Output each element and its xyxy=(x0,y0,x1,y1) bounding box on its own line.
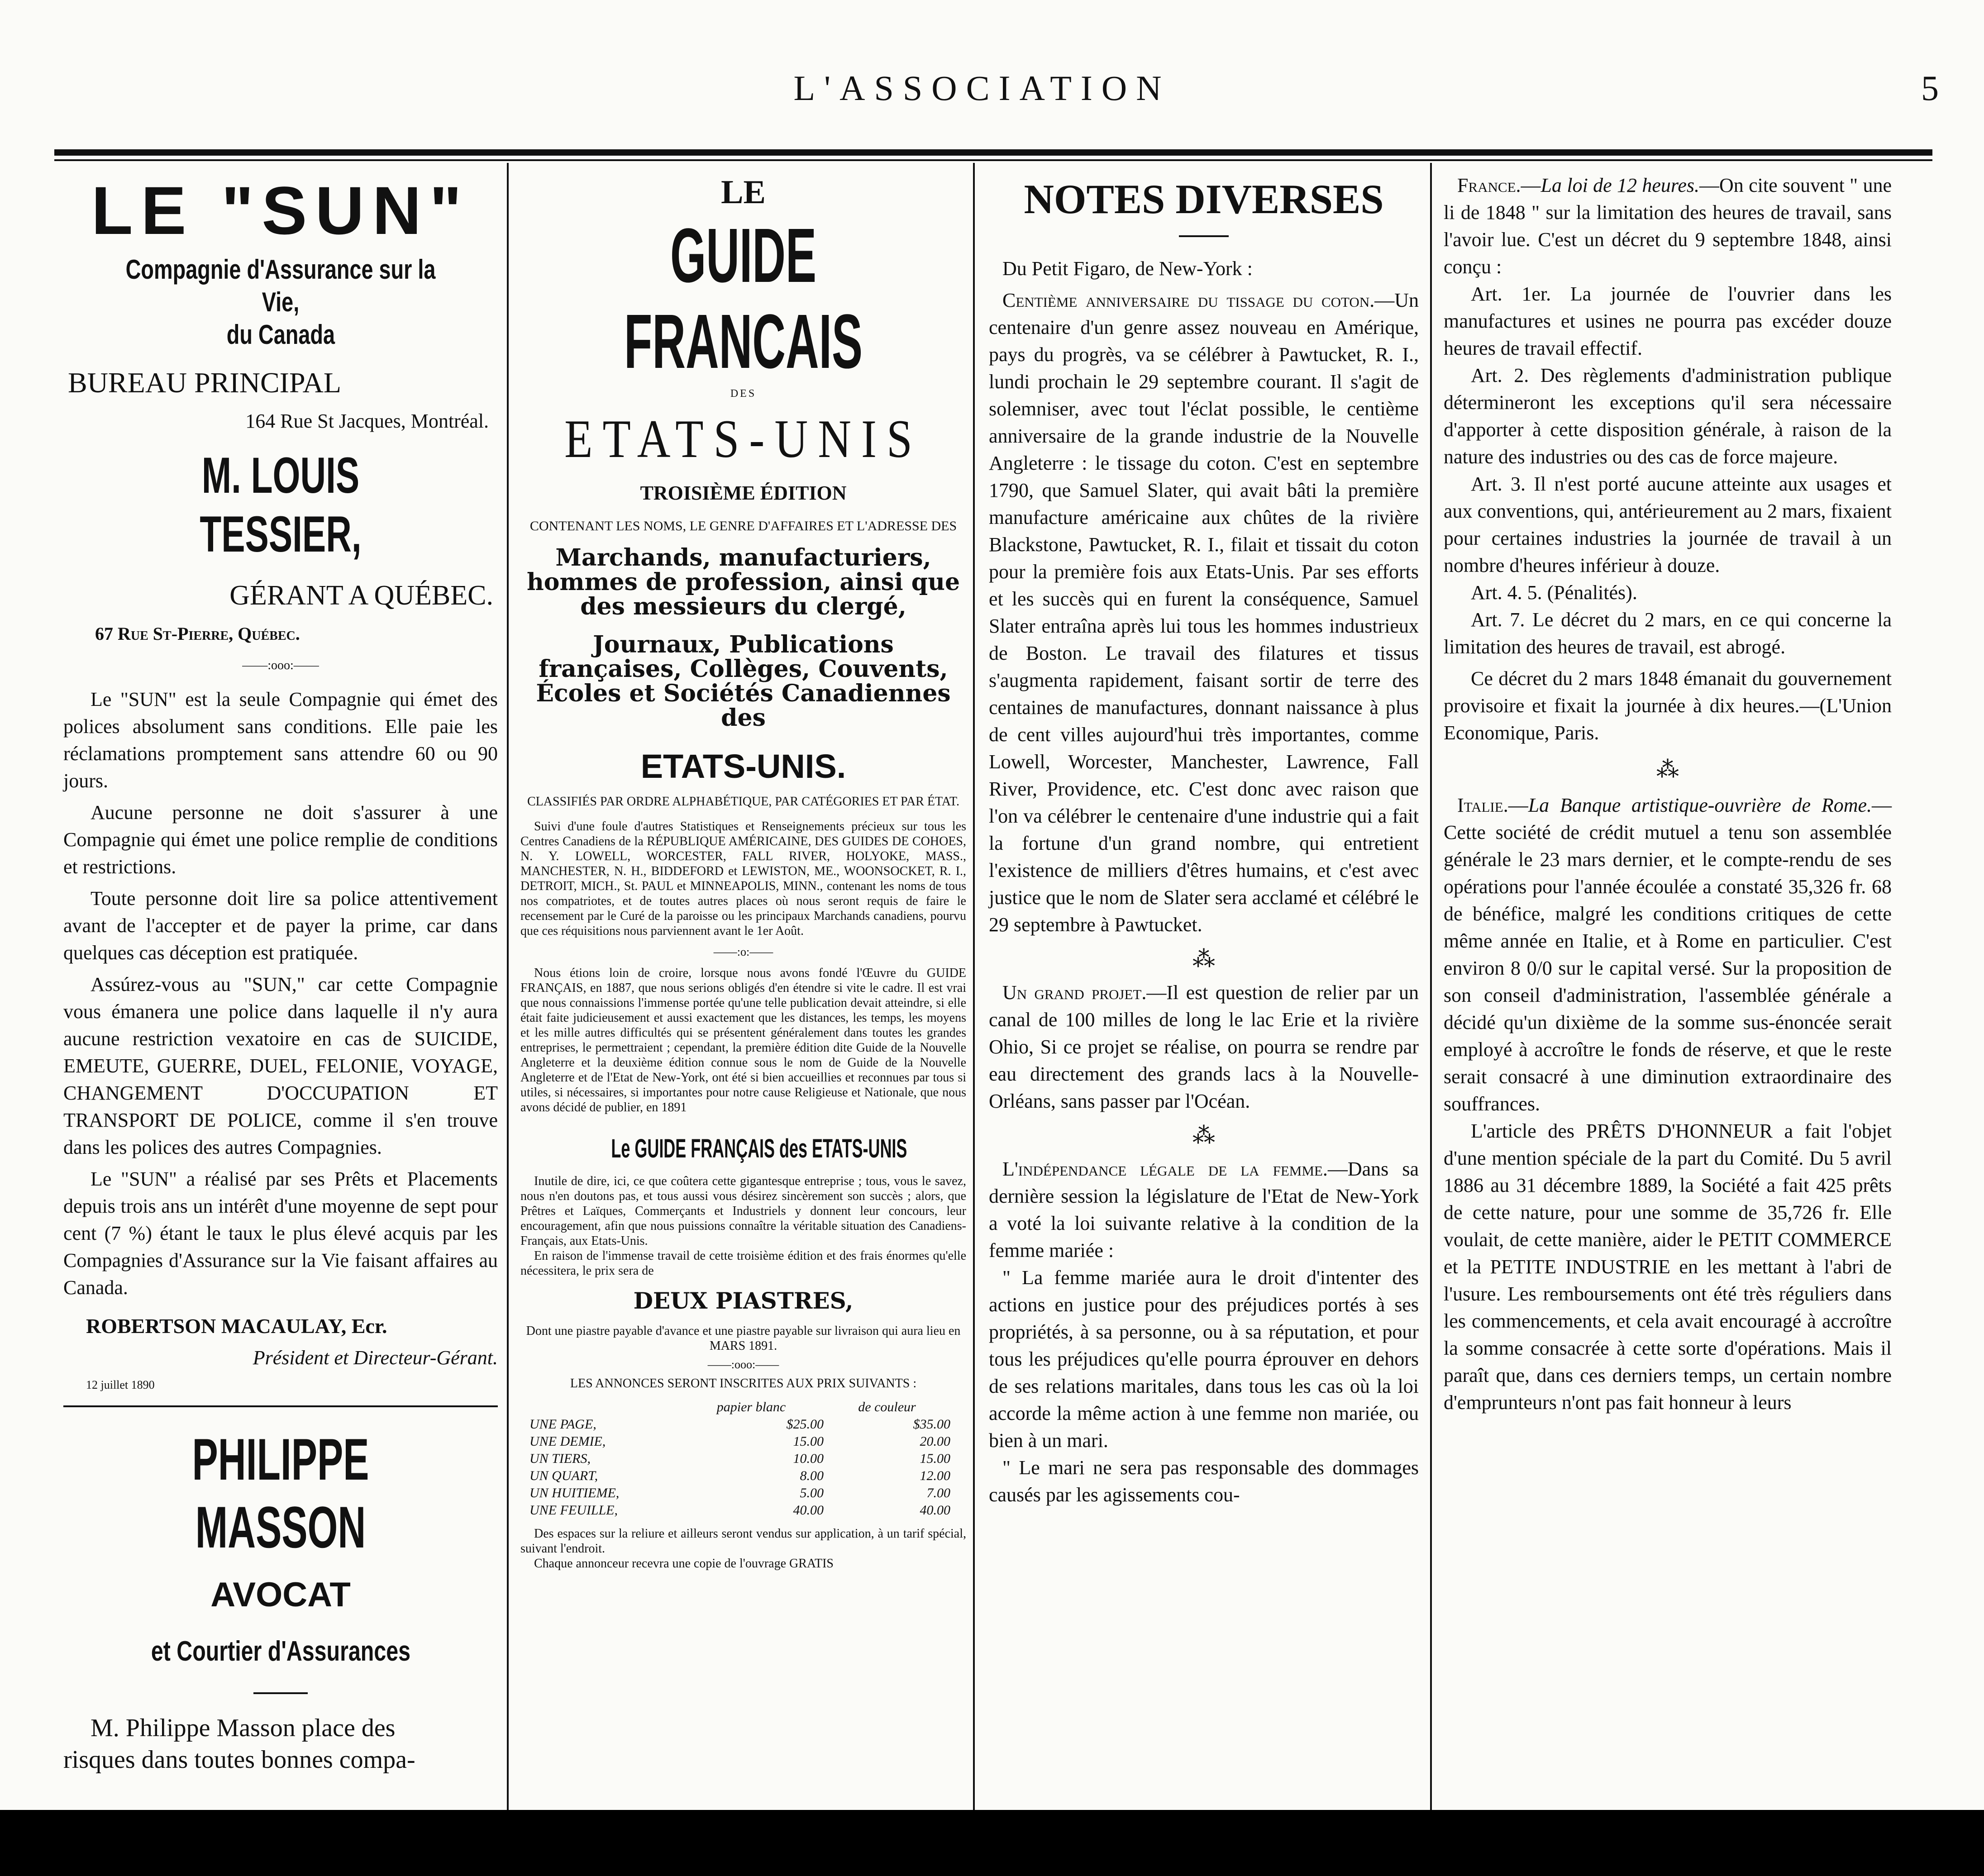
france-sub: La loi de 12 heures. xyxy=(1540,174,1700,196)
guide-suivi: Suivi d'une foule d'autres Statistiques et Renseignements précieux sur tous les Centres Canadiens de la RÉPUBLIQUE AMÉRICAINE, DES GUIDES DE COHOES, N. Y. LOWELL, WORCESTER, FALL RIVER, HOLYOKE, MASS., MANCHESTER, N. H., BIDDEFORD et LEWISTON, ME., WOONSOCKET, R. I., DETROIT, MICH., St. PAUL et MINNEAPOLIS, MINN., contenant les noms de tous nos compatriotes, et de toutes autres places où nous seront requis de faire le recensement par le Curé de la paroisse ou les principaux Marchands canadiens, pourvu que ces réquisitions nous parviennent avant le 1er Août. xyxy=(520,819,966,938)
column-divider xyxy=(507,163,509,1855)
rates-label: UN QUART, xyxy=(529,1468,598,1483)
france-head: France. xyxy=(1457,174,1521,196)
short-rule xyxy=(253,1692,308,1694)
rates-couleur: 15.00 xyxy=(920,1451,950,1466)
notes-title: NOTES DIVERSES xyxy=(1024,176,1384,222)
notes-item-1-head: Centième anniversaire du tissage du coton. xyxy=(1002,289,1375,311)
notes-item-3-quote: " La femme mariée aura le droit d'intenter des actions en justice pour des préjudices portés à ses propriétés, à sa personne, ou à sa réputation, et pour tous les préjudices qu'elle pourra éprouver en dehors de ses relations maritales, dans tous les cas où la loi accorde la même action à une femme non mariée, ou bien à un mari. xyxy=(989,1267,1419,1452)
column-france-italie xyxy=(1444,172,1892,1416)
france-art-2: Art. 2. Des règlements d'administration publique détermineront les exceptions qu'il sera nécessaire d'apporter à cette disposition générale, à raison de la nature des industries ou des cas de force majeure. xyxy=(1444,364,1892,468)
masson-subtitle: AVOCAT xyxy=(210,1576,351,1614)
asterism: ⁂ xyxy=(1192,1123,1215,1148)
masson-subtitle-2: et Courtier d'Assurances xyxy=(151,1636,410,1667)
manager-name: M. LOUIS TESSIER, xyxy=(200,447,362,562)
sun-paragraph-4: Assúrez-vous au "SUN," car cette Compagnie vous émanera une police dans laquelle il n'y aura aucune restriction vexatoire en cas de SUICIDE, EMEUTE, GUERRE, DUEL, FELONIE, VOYAGE, CHANGEMENT D'OCCUPATION ET TRANSPORT DE POLICE, comme il s'en trouve dans les polices des autres Compagnies. xyxy=(63,973,498,1158)
masson-text-2: risques dans toutes bonnes compa- xyxy=(63,1746,415,1774)
sun-paragraph-3: Toute personne doit lire sa police attentivement avant de l'accepter et de payer la prime, car dans quelques cas déception est pratiquée. xyxy=(63,887,498,964)
rates-label: UN HUITIEME, xyxy=(529,1486,620,1500)
france-paragraph: France.—La loi de 12 heures.—On cite souvent " une li de 1848 " sur la limitation des heures de travail, sans l'avoir lue. C'est un décret du 9 septembre 1848, ainsi conçu : xyxy=(1444,174,1892,278)
guide-classifies: CLASSIFIÉS PAR ORDRE ALPHABÉTIQUE, PAR CATÉGORIES ET PAR ÉTAT. xyxy=(527,795,960,809)
manager-title: GÉRANT A QUÉBEC. xyxy=(229,580,493,611)
guide-contenant: CONTENANT LES NOMS, LE GENRE D'AFFAIRES ET L'ADRESSE DES xyxy=(529,519,957,533)
guide-bold-2: Journaux, Publications françaises, Collèges, Couvents, Écoles et Sociétés Canadiennes des xyxy=(536,631,951,732)
notes-item-3-quote-2: " Le mari ne sera pas responsable des dommages causés par les agissements cou- xyxy=(989,1457,1419,1506)
notes-item-3-text: —Dans sa dernière session la législature de l'Etat de New-York a voté la loi suivante relative à la condition de la femme mariée : xyxy=(989,1158,1419,1262)
rates-header xyxy=(529,1399,957,1416)
guide-banner: Le GUIDE FRANÇAIS des ETATS-UNIS xyxy=(611,1134,907,1163)
guide-etats-unis: ETATS-UNIS xyxy=(564,409,922,469)
rates-couleur: 7.00 xyxy=(926,1486,950,1500)
rates-couleur: 12.00 xyxy=(920,1468,950,1483)
column-divider xyxy=(1430,163,1432,1855)
rates-header-blanc: papier blanc xyxy=(716,1400,786,1414)
notes-item-3 xyxy=(989,1156,1419,1264)
rates-row xyxy=(529,1450,957,1467)
column-sun-advert xyxy=(63,172,498,1776)
rates-label: UN TIERS, xyxy=(529,1451,591,1466)
masson-title: PHILIPPE MASSON xyxy=(192,1426,369,1560)
page-header xyxy=(0,68,1984,131)
rates-row xyxy=(529,1502,957,1519)
guide-chaque: Chaque annonceur recevra une copie de l'ouvrage GRATIS xyxy=(534,1557,834,1571)
notes-item-2 xyxy=(989,979,1419,1115)
asterism: ⁂ xyxy=(1656,757,1679,782)
notes-item-2-head: Un grand projet. xyxy=(1002,981,1147,1004)
bureau-address: 164 Rue St Jacques, Montréal. xyxy=(245,410,489,432)
rates-blanc: 40.00 xyxy=(793,1503,824,1518)
france-art-4-5: Art. 4. 5. (Pénalités). xyxy=(1471,581,1637,604)
notes-item-2-text: —Il est question de relier par un canal de 100 milles de long le lac Erie et la rivière Ohio, Si ce projet se réalise, on pourra se rendre par eau directement des grands lacs à la Nouvelle-Orléans, sans passer par l'Océan. xyxy=(989,981,1419,1112)
france-art-3: Art. 3. Il n'est porté aucune atteinte aux usages et aux conventions, qui, antérieurement au 2 mars, fixaient pour certaines industries la journée de travail à un nombre d'heures inférieur à douze. xyxy=(1444,473,1892,576)
notes-item-3-head: L'indépendance légale de la femme. xyxy=(1002,1158,1328,1180)
rates-couleur: 40.00 xyxy=(920,1503,950,1518)
rates-blanc: 5.00 xyxy=(800,1486,824,1500)
france-decret: Ce décret du 2 mars 1848 émanait du gouvernement provisoire et fixait la journée à dix heures.—(L'Union Economique, Paris. xyxy=(1444,667,1892,744)
header-rule-thin xyxy=(54,159,1932,161)
guide-edition: TROISIÈME ÉDITION xyxy=(640,482,847,504)
italie-sub: La Banque artistique-ouvrière de Rome. xyxy=(1528,794,1872,816)
rates-header-couleur: de couleur xyxy=(858,1400,916,1414)
italie-head: Italie. xyxy=(1457,794,1508,816)
guide-annonces: LES ANNONCES SERONT INSCRITES AUX PRIX SUIVANTS : xyxy=(570,1376,917,1390)
rates-label: UNE FEUILLE, xyxy=(529,1503,618,1518)
rates-couleur: 20.00 xyxy=(920,1434,950,1449)
rates-label: UNE PAGE, xyxy=(529,1417,596,1432)
sun-subtitle-2: du Canada xyxy=(226,319,335,350)
rates-label: UNE DEMIE, xyxy=(529,1434,606,1449)
sun-paragraph-1: Le "SUN" est la seule Compagnie qui émet des polices absolument sans conditions. Elle paie les réclamations promptement sans attendre 60 ou 90 jours. xyxy=(63,688,498,792)
sun-title: LE "SUN" xyxy=(91,172,470,248)
rates-row xyxy=(529,1485,957,1502)
rates-couleur: $35.00 xyxy=(913,1417,950,1432)
asterism: ⁂ xyxy=(1192,946,1215,971)
italie-text: —Cette société de crédit mutuel a tenu son assemblée générale le 23 mars dernier, et le compte-rendu de ses opérations pour l'année écoulée a constaté 35,326 fr. 68 de bénéfice, malgré les conditions critiques de cette même année en Italie, et à Rome en particulier. C'est environ 8 0/0 sur le capital versé. Sur la proposition de son conseil d'administration, l'assemblée générale a décidé qu'un dixième de la somme sus-énoncée serait employé à accroître le fonds de réserve, et que le reste serait consacré à une diminution extraordinaire des souffrances. xyxy=(1444,794,1892,1115)
italie-paragraph: Italie.—La Banque artistique-ouvrière de Rome.—Cette société de crédit mutuel a tenu son assemblée générale le 23 mars dernier, et le compte-rendu de ses opérations pour l'année écoulée a constaté 35,326 fr. 68 de bénéfice, malgré les conditions critiques de cette même année en Italie, et à Rome en particulier. C'est environ 8 0/0 sur le capital versé. Sur la proposition de son conseil d'administration, l'assemblée générale a décidé qu'un dixième de la somme sus-énoncée serait employé à accroître le fonds de réserve, et que le reste serait consacré à une diminution extraordinaire des souffrances. xyxy=(1444,794,1892,1115)
rates-blanc: $25.00 xyxy=(786,1417,824,1432)
column-notes-diverses xyxy=(989,172,1419,1509)
rates-row xyxy=(529,1433,957,1450)
guide-title: GUIDE FRANCAIS xyxy=(624,213,863,385)
divider: ——:ooo:—— xyxy=(707,1358,779,1371)
france-art-7: Art. 7. Le décret du 2 mars, en ce qui concerne la limitation des heures de travail, est abrogé. xyxy=(1444,609,1892,658)
section-rule xyxy=(63,1405,498,1407)
italie-article: L'article des PRÊTS D'HONNEUR a fait l'objet d'une mention spéciale de la part du Comité. Du 5 avril 1886 au 31 décembre 1889, la Société a fait 425 prêts de cette nature, pour une somme de 35,726 fr. Elle voulait, de cette manière, aider le PETIT COMMERCE et la PETITE INDUSTRIE en les mettant à l'abri de l'usure. Les remboursements ont été très réguliers dans les commencements, et cela avait encouragé à accroître la somme consacrée à cette sorte d'opérations. Mais il paraît que, dans ces derniers temps, un certain nombre d'emprunteurs n'ont pas fait honneur à leurs xyxy=(1444,1120,1892,1414)
masson-text-1: M. Philippe Masson place des xyxy=(91,1714,396,1742)
guide-bold-1: Marchands, manufacturiers, hommes de profession, ainsi que des messieurs du clergé, xyxy=(526,544,960,620)
scan-bottom-edge xyxy=(0,1810,1984,1876)
guide-dont: Dont une piastre payable d'avance et une piastre payable sur livraison qui aura lieu en MARS 1891. xyxy=(526,1324,961,1353)
guide-nous: Nous étions loin de croire, lorsque nous avons fondé l'Œuvre du GUIDE FRANÇAIS, en 1887, que nous serions obligés d'en étendre si vite le cadre. Il est vrai que nous connaissions l'immense portée qu'une telle publication devait atteindre, si elle était faite judicieusement et aussi exactement que les distances, les temps, les moyens et les mille autres difficultés qui se présentent généralement dans toutes les grandes entreprises, le permettraient ; cependant, la première édition dite Guide de la Nouvelle Angleterre et la deuxième édition connue sous le nom de Guide de la Nouvelle Angleterre et de l'Etat de New-York, ont été si bien accueillies et reconnues par tous si utiles, si nécessaires, si importantes pour notre cause Religieuse et Nationale, que nous avons décidé de publier, en 1891 xyxy=(520,966,966,1114)
guide-raison: En raison de l'immense travail de cette troisième édition et des frais énormes qu'elle nécessitera, le prix sera de xyxy=(520,1249,966,1278)
sun-paragraph-5: Le "SUN" a réalisé par ses Prêts et Placements depuis trois ans un intérêt d'une moyenne de sept pour cent (7 %) étant le taux le plus élevé acquis par les Compagnies d'Assurance sur la Vie faisant affaires au Canada. xyxy=(63,1168,498,1299)
guide-inutile: Inutile de dire, ici, ce que coûtera cette gigantesque entreprise ; tous, vous le savez, nous n'en doutons pas, et tous aussi vous désirez sincèrement son succès ; alors, que Prêtres et Laïques, Commerçants et Industriels y donnent leur concours, leur encouragement, afin que nous puissions connaître la véritable situation des Canadiens-Français, aux Etats-Unis. xyxy=(520,1174,966,1248)
notes-source: Du Petit Figaro, de New-York : xyxy=(1002,257,1253,280)
divider: ——:ooo:—— xyxy=(242,658,319,672)
column-divider xyxy=(973,163,975,1855)
divider: ——:o:—— xyxy=(713,945,773,958)
short-rule xyxy=(1179,235,1229,237)
header-rule-thick xyxy=(54,149,1932,156)
masthead-title: L'ASSOCIATION xyxy=(793,68,1171,108)
rates-row xyxy=(529,1467,957,1485)
signature: ROBERTSON MACAULAY, Ecr. xyxy=(86,1314,387,1338)
sun-paragraph-2: Aucune personne ne doit s'assurer à une Compagnie qui émet une police remplie de conditions et restrictions. xyxy=(63,801,498,878)
signature-title: Président et Directeur-Gérant. xyxy=(253,1347,498,1369)
sun-subtitle-1: Compagnie d'Assurance sur la Vie, xyxy=(125,254,436,317)
rates-blanc: 15.00 xyxy=(793,1434,824,1449)
guide-des-espaces: Des espaces sur la reliure et ailleurs seront vendus sur application, à un tarif spécial, suivant l'endroit. xyxy=(520,1527,966,1556)
page-number: 5 xyxy=(1921,68,1939,108)
notes-item-1-text: —Un centenaire d'un genre assez nouveau en Amérique, pays du progrès, va se célébrer à Pawtucket, R. I., lundi prochain le 29 septembre courant. Il s'agit de solemniser, avec tout l'éclat possible, le centième anniversaire de la grande industrie de la Nouvelle Angleterre : le tissage du coton. C'est en septembre 1790, que Samuel Slater, qui avait bâti la première manufacture américaine aux chûtes de la rivière Blackstone, Pawtucket, R. I., filait et tissait du coton pour la première fois aux Etats-Unis. Par ses efforts et les succès qui en furent la conséquence, Samuel Slater entraîna après lui tous les hommes industrieux de Boston. Le travail des filatures et tissus s'augmenta rapidement, faisant sortir de terre des centaines de manufactures, donnant naissance à plus de cent villes aujourd'hui très importantes, comme Lowell, Worcester, Manchester, Lawrence, Fall River, Providence, etc. C'est donc avec raison que l'on va célébrer le centenaire d'une industrie qui a fait la fortune d'un grand nombre, qui entretient l'existence de milliers d'êtres humains, et c'est avec justice que le nom de Slater sera acclamé et célébré le 29 septembre à Pawtucket. xyxy=(989,289,1419,936)
manager-address: 67 Rue St-Pierre, Québec. xyxy=(95,624,300,644)
advert-date: 12 juillet 1890 xyxy=(86,1378,155,1391)
guide-prix: DEUX PIASTRES, xyxy=(633,1287,854,1314)
guide-le: LE xyxy=(721,174,766,211)
bureau-heading: BUREAU PRINCIPAL xyxy=(68,367,341,399)
guide-etats-unis-2: ETATS-UNIS. xyxy=(640,748,846,785)
rates-blanc: 10.00 xyxy=(793,1451,824,1466)
rates-row xyxy=(529,1416,957,1433)
rates-table xyxy=(520,1399,966,1519)
france-text: —On cite souvent " une li de 1848 " sur la limitation des heures de travail, sans l'avoir lue. C'est un décret du 9 septembre 1848, ainsi conçu : xyxy=(1444,174,1892,278)
rates-blanc: 8.00 xyxy=(800,1468,824,1483)
france-art-1: Art. 1er. La journée de l'ouvrier dans les manufactures et usines ne pourra pas excéder douze heures de travail effectif. xyxy=(1444,283,1892,359)
guide-des: DES xyxy=(730,388,757,400)
column-guide-francais xyxy=(520,172,966,1571)
notes-item-1 xyxy=(989,287,1419,938)
